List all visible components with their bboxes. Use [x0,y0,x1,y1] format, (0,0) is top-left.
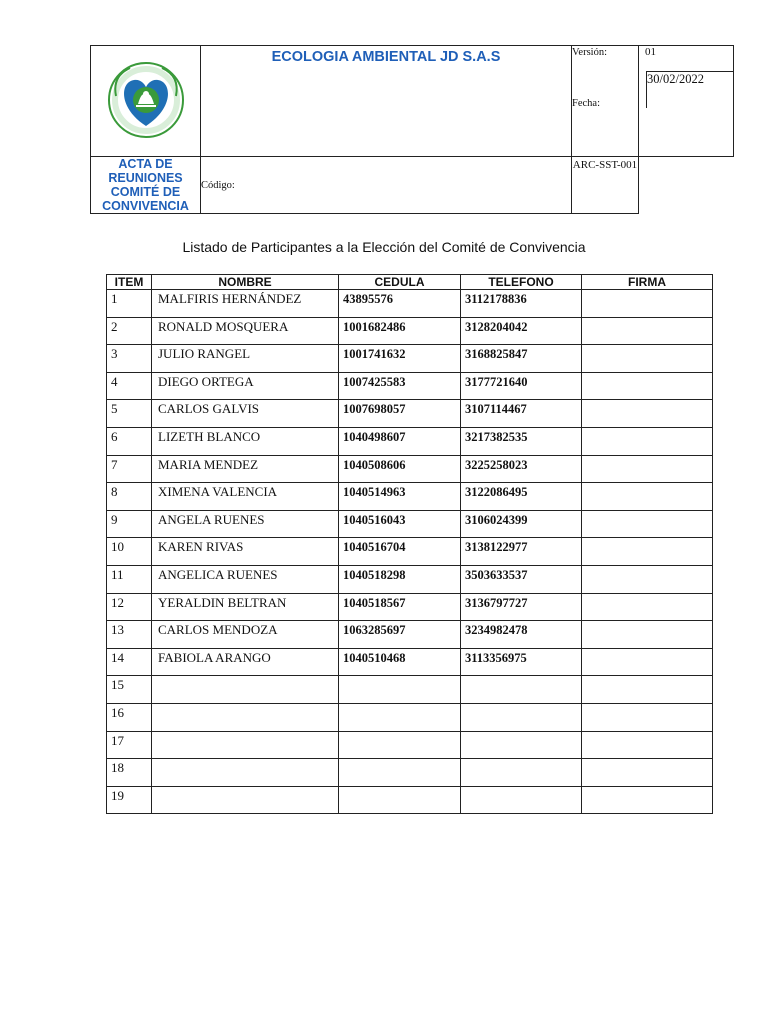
cell-firma [582,621,713,649]
cell-nombre: JULIO RANGEL [152,345,339,373]
cell-telefono: 3177721640 [461,372,582,400]
company-logo [91,46,200,156]
cell-cedula [339,731,461,759]
cell-item: 9 [107,510,152,538]
cell-firma [582,483,713,511]
table-row [107,648,713,676]
cell-nombre: MALFIRIS HERNÁNDEZ [152,290,339,318]
cell-firma [582,731,713,759]
cell-telefono: 3217382535 [461,427,582,455]
table-row [107,483,713,511]
cell-firma [582,759,713,787]
cell-nombre: KAREN RIVAS [152,538,339,566]
table-row [107,621,713,649]
table-row [107,510,713,538]
cell-firma [582,676,713,704]
cell-firma [582,427,713,455]
version-value: 01 [639,46,734,157]
cell-firma [582,317,713,345]
cell-cedula [339,786,461,814]
cell-firma [582,455,713,483]
table-row [107,317,713,345]
cell-nombre: ANGELA RUENES [152,510,339,538]
cell-cedula [339,676,461,704]
table-row [107,703,713,731]
cell-firma [582,703,713,731]
cell-item: 6 [107,427,152,455]
table-row [107,455,713,483]
codigo-value: ARC-SST-001 [572,157,639,214]
cell-cedula [339,759,461,787]
cell-cedula: 1040516043 [339,510,461,538]
cell-cedula: 1063285697 [339,621,461,649]
document-header [90,45,734,214]
cell-cedula: 43895576 [339,290,461,318]
cell-item: 1 [107,290,152,318]
cell-nombre: XIMENA VALENCIA [152,483,339,511]
cell-cedula: 1001741632 [339,345,461,373]
cell-cedula: 1040516704 [339,538,461,566]
cell-cedula: 1040510468 [339,648,461,676]
cell-nombre: LIZETH BLANCO [152,427,339,455]
cell-item: 15 [107,676,152,704]
leaf-heart-logo-icon [98,56,194,146]
cell-cedula [339,703,461,731]
cell-nombre [152,703,339,731]
participants-table [106,274,713,814]
list-title: Listado de Participantes a la Elección del Comité de Convivencia [182,239,586,255]
table-row [107,290,713,318]
cell-item: 7 [107,455,152,483]
cell-firma [582,593,713,621]
cell-telefono: 3113356975 [461,648,582,676]
cell-nombre: CARLOS GALVIS [152,400,339,428]
table-row [107,427,713,455]
column-header-nombre: NOMBRE [152,275,339,290]
fecha-value: 30/02/2022 [646,71,734,108]
column-header-telefono: TELEFONO [461,275,582,290]
cell-telefono: 3225258023 [461,455,582,483]
table-row [107,345,713,373]
document-title: ACTA DE REUNIONES COMITÉ DE CONVIVENCIA [91,157,201,214]
cell-item: 3 [107,345,152,373]
cell-item: 8 [107,483,152,511]
column-header-item: ITEM [107,275,152,290]
table-row [107,565,713,593]
cell-nombre: RONALD MOSQUERA [152,317,339,345]
cell-cedula: 1001682486 [339,317,461,345]
table-row [107,593,713,621]
cell-firma [582,786,713,814]
cell-firma [582,510,713,538]
column-header-firma: FIRMA [582,275,713,290]
cell-telefono: 3503633537 [461,565,582,593]
cell-telefono: 3234982478 [461,621,582,649]
table-row [107,400,713,428]
cell-telefono [461,676,582,704]
cell-firma [582,372,713,400]
fecha-label: Fecha: [572,98,600,109]
cell-cedula: 1007698057 [339,400,461,428]
meta-labels [572,46,639,157]
cell-nombre: YERALDIN BELTRAN [152,593,339,621]
cell-item: 14 [107,648,152,676]
cell-cedula: 1040518298 [339,565,461,593]
codigo-label: Código: [201,157,572,214]
table-row [107,538,713,566]
table-row [107,676,713,704]
cell-firma [582,648,713,676]
cell-nombre [152,676,339,704]
table-row [107,372,713,400]
cell-item: 19 [107,786,152,814]
table-row [107,759,713,787]
cell-telefono [461,731,582,759]
cell-cedula: 1040514963 [339,483,461,511]
cell-item: 4 [107,372,152,400]
cell-telefono: 3138122977 [461,538,582,566]
cell-firma [582,400,713,428]
cell-nombre: CARLOS MENDOZA [152,621,339,649]
cell-cedula: 1040508606 [339,455,461,483]
cell-telefono: 3106024399 [461,510,582,538]
cell-telefono [461,703,582,731]
cell-item: 12 [107,593,152,621]
cell-telefono: 3107114467 [461,400,582,428]
cell-telefono: 3128204042 [461,317,582,345]
cell-item: 16 [107,703,152,731]
cell-telefono [461,759,582,787]
cell-item: 17 [107,731,152,759]
cell-nombre [152,759,339,787]
cell-telefono: 3112178836 [461,290,582,318]
cell-telefono [461,786,582,814]
cell-cedula: 1040498607 [339,427,461,455]
cell-item: 11 [107,565,152,593]
cell-firma [582,290,713,318]
cell-telefono: 3168825847 [461,345,582,373]
cell-telefono: 3136797727 [461,593,582,621]
cell-cedula: 1040518567 [339,593,461,621]
cell-firma [582,565,713,593]
cell-firma [582,538,713,566]
version-label: Versión: [572,47,607,58]
cell-item: 10 [107,538,152,566]
company-name: ECOLOGIA AMBIENTAL JD S.A.S [201,46,572,157]
table-row [107,731,713,759]
cell-nombre: FABIOLA ARANGO [152,648,339,676]
cell-firma [582,345,713,373]
cell-item: 18 [107,759,152,787]
cell-nombre [152,786,339,814]
cell-item: 5 [107,400,152,428]
cell-item: 2 [107,317,152,345]
cell-telefono: 3122086495 [461,483,582,511]
cell-item: 13 [107,621,152,649]
cell-nombre: ANGELICA RUENES [152,565,339,593]
cell-nombre: MARIA MENDEZ [152,455,339,483]
cell-nombre: DIEGO ORTEGA [152,372,339,400]
cell-cedula: 1007425583 [339,372,461,400]
logo-cell [91,46,201,157]
column-header-cedula: CEDULA [339,275,461,290]
table-row [107,786,713,814]
cell-nombre [152,731,339,759]
table-header-row [107,275,713,290]
